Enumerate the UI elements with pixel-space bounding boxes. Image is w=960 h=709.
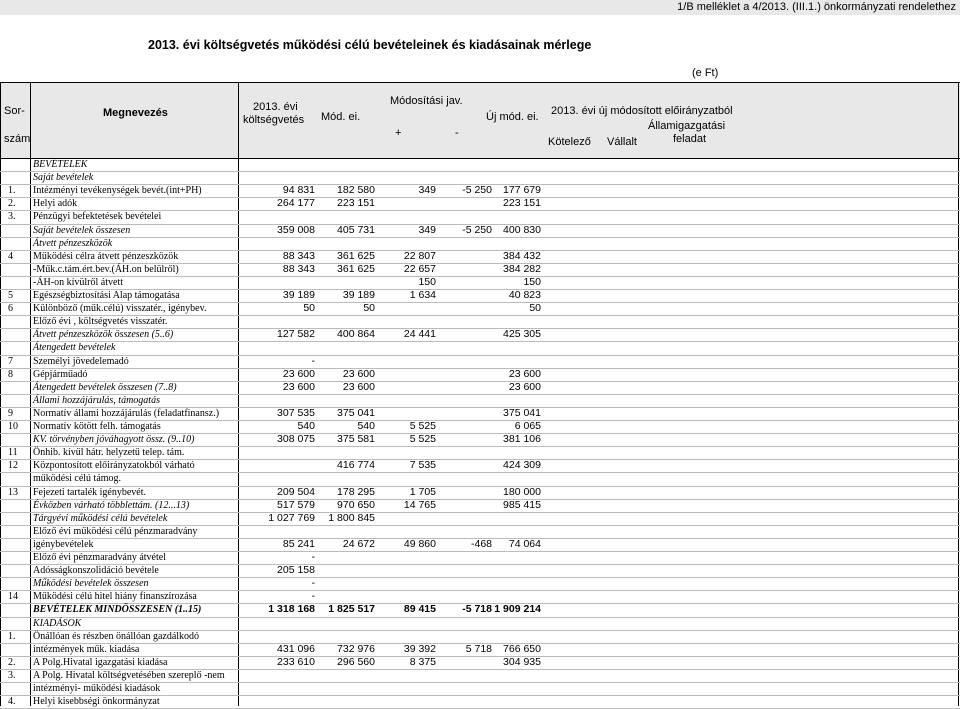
table-row <box>0 472 960 485</box>
cell-value: -5 250 <box>462 184 492 197</box>
cell-value: 89 415 <box>403 603 436 616</box>
row-number: 10 <box>8 421 18 432</box>
row-number: 1. <box>8 630 16 642</box>
cell-value: 5 718 <box>465 642 492 655</box>
table-row <box>0 394 960 407</box>
cell-value: 375 581 <box>337 433 375 446</box>
table-row <box>0 263 960 276</box>
cell-value: 1 634 <box>409 289 436 301</box>
row-label: intézményi- működési kiadások <box>33 683 161 694</box>
row-label: Előző évi működési célú pénzmaradvány <box>33 525 198 537</box>
header-note: 1/B melléklet a 4/2013. (III.1.) önkormányzati rendelethez <box>677 1 956 13</box>
cell-value: 384 282 <box>503 262 541 275</box>
table-row <box>0 276 960 289</box>
cell-value: 150 <box>418 275 436 288</box>
row-label: -Műk.c.tám.ért.bev.(ÁH.on belülről) <box>33 263 179 275</box>
cell-value: 223 151 <box>337 197 375 210</box>
cell-value: 425 305 <box>503 328 541 341</box>
cell-value: 970 650 <box>337 498 375 511</box>
col-minus: - <box>455 127 459 139</box>
cell-value: 400 864 <box>337 328 375 341</box>
cell-value: 349 <box>418 223 436 236</box>
row-label: Előző évi pénzmaradvány átvétel <box>33 552 166 563</box>
row-number: 7 <box>8 355 13 367</box>
cell-value: 178 295 <box>337 485 375 498</box>
table-row <box>0 171 960 184</box>
row-label: Egészségbiztosítási Alap támogatása <box>33 290 180 301</box>
table-row <box>0 381 960 394</box>
cell-value: 39 189 <box>282 289 315 301</box>
row-label: Tárgyévi működési célú bevételek <box>33 512 168 524</box>
row-number: 4. <box>8 696 16 708</box>
row-label: intézmények műk. kiadása <box>33 643 140 655</box>
cell-value: 127 582 <box>277 328 315 341</box>
table-row <box>0 315 960 328</box>
cell-value: 205 158 <box>277 564 315 577</box>
table-row <box>0 643 960 656</box>
cell-value: 405 731 <box>337 223 375 236</box>
row-number: 6 <box>8 303 13 315</box>
cell-value: 5 525 <box>409 420 436 432</box>
table-row <box>0 617 960 630</box>
cell-value: 180 000 <box>503 485 541 498</box>
row-number: 3. <box>8 669 16 681</box>
row-label: BEVÉTELEK <box>33 159 88 170</box>
cell-value: 1 800 845 <box>328 511 375 524</box>
cell-value: 361 625 <box>337 249 375 262</box>
table-row <box>0 459 960 472</box>
cell-value: 23 600 <box>282 367 315 380</box>
cell-value: 381 106 <box>503 433 541 446</box>
row-label: BEVÉTELEK MINDÖSSZESEN (1..15) <box>33 604 202 616</box>
row-label: működési célú támog. <box>33 473 122 485</box>
cell-value: 361 625 <box>337 262 375 275</box>
col-vallalt: Vállalt <box>607 136 637 148</box>
row-label: KIADÁSOK <box>33 617 82 629</box>
row-number: 9 <box>8 407 13 419</box>
row-label: Átengedett bevételek összesen (7..8) <box>33 381 177 393</box>
cell-value: 23 600 <box>342 380 375 393</box>
table-row <box>0 341 960 354</box>
table-row <box>0 237 960 250</box>
row-number: 14 <box>8 591 18 603</box>
row-number: 13 <box>8 486 18 498</box>
col-sor: Sor- <box>4 105 25 117</box>
row-label: Saját bevételek összesen <box>33 224 131 236</box>
cell-value: 349 <box>418 184 436 197</box>
cell-value: 50 <box>363 302 375 315</box>
row-label: Működési célra átvett pénzeszközök <box>33 250 179 262</box>
row-label: Intézményi tevékenységek bevét.(int+PH) <box>33 185 202 197</box>
row-label: Normatív kötött felh. támogatás <box>33 421 161 432</box>
row-label: A Polg.Hivatal igazgatási kiadása <box>33 656 168 668</box>
table-row <box>0 224 960 237</box>
table-row <box>0 446 960 459</box>
cell-value: 1 825 517 <box>328 603 375 616</box>
col-megnevezes: Megnevezés <box>103 107 168 119</box>
cell-value: 223 151 <box>503 197 541 210</box>
cell-value: 23 600 <box>282 380 315 393</box>
cell-value: 23 600 <box>508 380 541 393</box>
cell-value: 23 600 <box>508 367 541 380</box>
cell-value: 1 909 214 <box>494 603 541 616</box>
table-row <box>0 433 960 446</box>
cell-value: 424 309 <box>503 459 541 472</box>
row-number: 11 <box>8 447 18 459</box>
row-label: Gépjárműadó <box>33 368 88 380</box>
cell-value: 416 774 <box>337 459 375 472</box>
table-row <box>0 210 960 223</box>
cell-value: 88 343 <box>282 262 315 275</box>
table-row <box>0 197 960 210</box>
cell-value: 264 177 <box>277 197 315 210</box>
row-label: Fejezeti tartalék igénybevét. <box>33 486 147 498</box>
col-koltsegvetes-1: 2013. évi <box>253 101 298 113</box>
cell-value: 375 041 <box>503 406 541 419</box>
col-feladat: feladat <box>673 133 707 145</box>
cell-value: 6 065 <box>514 420 541 432</box>
row-label: A Polg. Hivatal költségvetésében szereplő -nem <box>33 669 225 681</box>
cell-value: - <box>311 577 315 590</box>
cell-value: -468 <box>470 537 492 550</box>
table-row <box>0 512 960 525</box>
page-title: 2013. évi költségvetés működési célú bevételeinek és kiadásainak mérlege <box>148 38 592 52</box>
cell-value: 40 823 <box>508 289 541 301</box>
table-row <box>0 355 960 368</box>
row-label: Helyi kisebbségi önkormányzat <box>33 696 160 708</box>
header-banner <box>0 0 960 15</box>
table-row <box>0 564 960 577</box>
cell-value: 74 064 <box>508 537 541 550</box>
col-uj-modositott: 2013. évi új módosított előirányzatból <box>551 105 733 117</box>
row-number: 2. <box>8 198 16 210</box>
cell-value: 308 075 <box>277 433 315 446</box>
cell-value: 540 <box>297 420 315 432</box>
row-label: Normatív állami hozzájárulás (feladatfinansz.) <box>33 407 220 419</box>
row-label: Adósságkonszolidáció bevétele <box>33 565 159 577</box>
row-number: 4 <box>8 250 13 262</box>
table-row <box>0 184 960 197</box>
cell-value: 23 600 <box>342 367 375 380</box>
row-number: 8 <box>8 368 13 380</box>
table-row <box>0 407 960 420</box>
cell-value: 307 535 <box>277 406 315 419</box>
unit-label: (e Ft) <box>692 67 719 79</box>
table-row <box>0 302 960 315</box>
row-label: Átengedett bevételek <box>33 342 116 354</box>
row-label: Állami hozzájárulás, támogatás <box>33 394 160 406</box>
table-row <box>0 551 960 564</box>
row-number: 2. <box>8 656 16 668</box>
row-label: Önállóan és részben önállóan gazdálkodó <box>33 630 200 642</box>
cell-value: 24 441 <box>403 328 436 341</box>
cell-value: 1 318 168 <box>268 603 315 616</box>
table-row <box>0 486 960 499</box>
row-label: Előző évi , költségvetés visszatér. <box>33 316 168 328</box>
cell-value: 24 672 <box>342 537 375 550</box>
row-label: Működési célú hitel hiány finanszírozása <box>33 591 197 603</box>
cell-value: 359 008 <box>277 223 315 236</box>
table-row <box>0 682 960 695</box>
cell-value: 88 343 <box>282 249 315 262</box>
table-row <box>0 420 960 433</box>
table-row <box>0 368 960 381</box>
cell-value: 400 830 <box>503 223 541 236</box>
table-row <box>0 289 960 302</box>
cell-value: 985 415 <box>503 498 541 511</box>
cell-value: 1 705 <box>409 485 436 498</box>
cell-value: 22 657 <box>403 262 436 275</box>
cell-value: -5 250 <box>462 223 492 236</box>
row-number: 3. <box>8 211 16 223</box>
col-plus: + <box>395 127 402 139</box>
col-mod-ei: Mód. ei. <box>321 111 361 123</box>
cell-value: 7 535 <box>409 459 436 472</box>
row-number: 5 <box>8 290 13 301</box>
cell-value: 540 <box>357 420 375 432</box>
table-header <box>0 82 960 159</box>
row-label: Átvett pénzeszközök <box>33 237 113 249</box>
table-row <box>0 603 960 616</box>
row-label: Központosított előirányzatokból várható <box>33 460 195 472</box>
cell-value: 50 <box>529 302 541 315</box>
row-label: Működési bevételek összesen <box>33 578 149 590</box>
cell-value: 431 096 <box>277 642 315 655</box>
table-row <box>0 525 960 538</box>
col-koltsegvetes-2: költségvetés <box>243 114 305 126</box>
cell-value: 5 525 <box>409 433 436 446</box>
cell-value: 39 189 <box>342 289 375 301</box>
cell-value: 296 560 <box>337 655 375 668</box>
cell-value: 8 375 <box>409 655 436 668</box>
col-szam: szám <box>4 133 31 145</box>
cell-value: - <box>311 354 315 367</box>
cell-value: 209 504 <box>277 485 315 498</box>
row-number: 1. <box>8 185 16 197</box>
table-row <box>0 630 960 643</box>
table-row <box>0 590 960 603</box>
cell-value: 39 392 <box>403 642 436 655</box>
cell-value: - <box>311 590 315 603</box>
cell-value: 150 <box>523 275 541 288</box>
row-label: Átvett pénzeszközök összesen (5..6) <box>33 329 174 341</box>
row-number: 12 <box>8 460 18 472</box>
col-allamigazgatasi: Államigazgatási <box>648 120 726 132</box>
row-label: Helyi adók <box>33 198 78 210</box>
cell-value: 22 807 <box>403 249 436 262</box>
cell-value: 384 432 <box>503 249 541 262</box>
row-label: igénybevételek <box>33 538 94 550</box>
table-row <box>0 695 960 708</box>
row-label: -ÁH-on kívülről átvett <box>33 276 123 288</box>
cell-value: 182 580 <box>337 184 375 197</box>
cell-value: 1 027 769 <box>268 511 315 524</box>
cell-value: 94 831 <box>282 184 315 197</box>
cell-value: 766 650 <box>503 642 541 655</box>
cell-value: 177 679 <box>503 184 541 197</box>
cell-value: 50 <box>303 302 315 315</box>
cell-value: 375 041 <box>337 406 375 419</box>
table-row <box>0 669 960 682</box>
cell-value: 304 935 <box>503 655 541 668</box>
col-modositasi-jav: Módosítási jav. <box>390 95 463 107</box>
col-uj-mod-ei: Új mód. ei. <box>486 111 539 123</box>
cell-value: 233 610 <box>277 655 315 668</box>
row-label: Különböző (műk.célú) visszatér., igénybev. <box>33 303 207 315</box>
table-row <box>0 499 960 512</box>
cell-value: 517 579 <box>277 498 315 511</box>
col-kotelezo: Kötelező <box>548 136 591 148</box>
row-label: Saját bevételek <box>33 172 94 184</box>
row-label: KV. törvényben jóváhagyott össz. (9..10) <box>33 434 195 446</box>
cell-value: - <box>311 551 315 563</box>
cell-value: 14 765 <box>403 498 436 511</box>
table-row <box>0 158 960 171</box>
cell-value: 85 241 <box>282 537 315 550</box>
table-row <box>0 577 960 590</box>
table-row <box>0 538 960 551</box>
cell-value: -5 718 <box>462 603 492 616</box>
row-label: Önhib. kívül hátr. helyzetű telep. tám. <box>33 447 185 459</box>
table-row <box>0 328 960 341</box>
row-label: Évközben várható többlettám. (12...13) <box>33 499 190 511</box>
row-label: Személyi jövedelemadó <box>33 355 129 367</box>
cell-value: 49 860 <box>403 537 436 550</box>
cell-value: 732 976 <box>337 642 375 655</box>
row-label: Pénzügyi befektetések bevételei <box>33 211 162 223</box>
table-row <box>0 250 960 263</box>
table-row <box>0 656 960 669</box>
